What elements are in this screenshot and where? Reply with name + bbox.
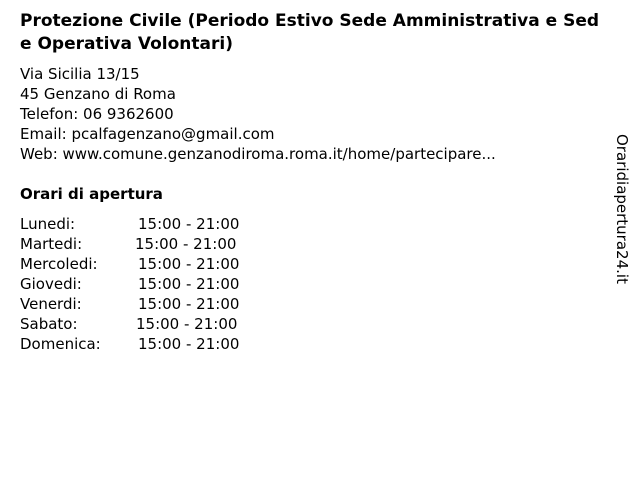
day-label: Domenica: xyxy=(20,335,101,353)
time-range: 15:00 - 21:00 xyxy=(138,215,240,233)
site-brand-watermark: Oraridiapertura24.it xyxy=(613,134,631,284)
email-line: Email: pcalfagenzano@gmail.com xyxy=(20,125,275,143)
hours-row-tuesday xyxy=(20,234,239,254)
time-range: 15:00 - 21:00 xyxy=(136,315,238,333)
contact-info xyxy=(20,64,496,164)
page-title: Protezione Civile (Periodo Estivo Sede Amministrativa e Sede Operativa Volontari) xyxy=(20,11,600,54)
hours-row-monday xyxy=(20,214,239,234)
time-range: 15:00 - 21:00 xyxy=(138,255,240,273)
time-range: 15:00 - 21:00 xyxy=(135,235,237,253)
day-label: Lunedi: xyxy=(20,215,76,233)
phone-line: Telefon: 06 9362600 xyxy=(20,105,174,123)
hours-row-saturday xyxy=(20,314,239,334)
hours-row-wednesday xyxy=(20,254,239,274)
hours-row-sunday xyxy=(20,334,239,354)
web-line: Web: www.comune.genzanodiroma.roma.it/home/partecipare... xyxy=(20,145,496,163)
day-label: Martedi: xyxy=(20,235,83,253)
opening-hours-heading: Orari di apertura xyxy=(20,185,163,203)
day-label: Mercoledi: xyxy=(20,255,98,273)
day-label: Venerdi: xyxy=(20,295,82,313)
time-range: 15:00 - 21:00 xyxy=(138,275,240,293)
opening-hours-table xyxy=(20,214,239,354)
hours-row-thursday xyxy=(20,274,239,294)
day-label: Giovedi: xyxy=(20,275,82,293)
hours-row-friday xyxy=(20,294,239,314)
address-line: Via Sicilia 13/15 xyxy=(20,65,140,83)
city-line: 45 Genzano di Roma xyxy=(20,85,176,103)
time-range: 15:00 - 21:00 xyxy=(138,335,240,353)
day-label: Sabato: xyxy=(20,315,78,333)
time-range: 15:00 - 21:00 xyxy=(138,295,240,313)
